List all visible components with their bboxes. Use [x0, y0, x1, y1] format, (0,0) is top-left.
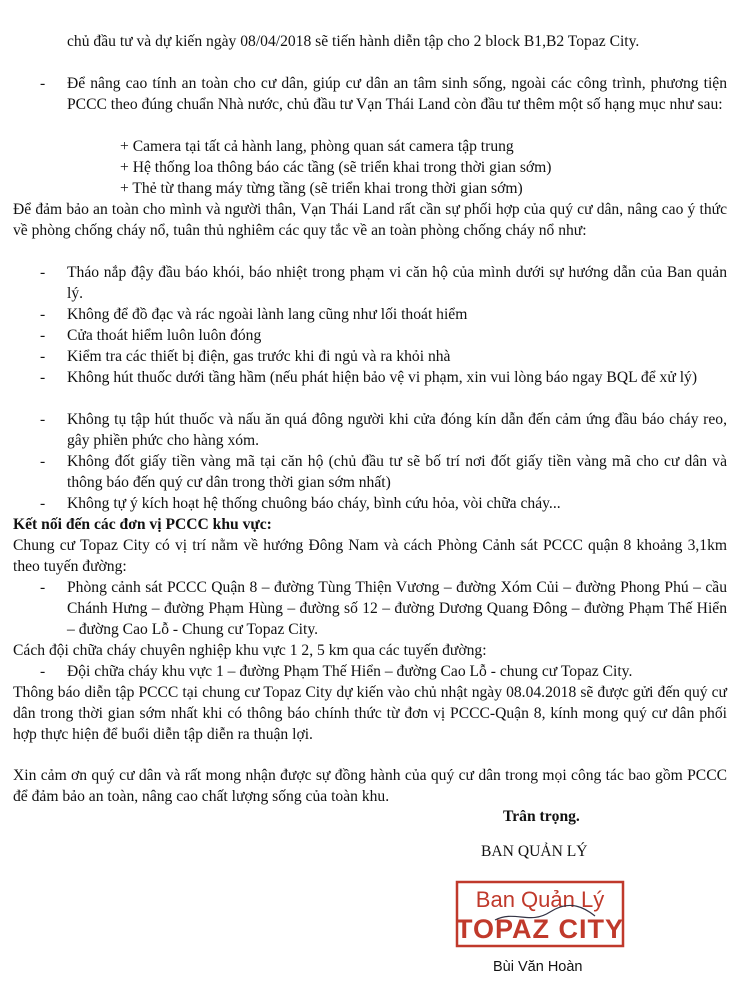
rule-item: Không đốt giấy tiền vàng mã tại căn hộ (chủ đầu tư sẽ bố trí nơi đốt giấy tiền vàng mã cho cư dân và thông báo đến quý cư dân trong thời gian sớm nhất): [67, 453, 727, 491]
dash-bullet: -: [40, 327, 46, 344]
investment-item-camera: + Camera tại tất cả hành lang, phòng quan sát camera tập trung: [120, 138, 514, 155]
regards-text: Trân trọng.: [503, 808, 580, 825]
dash-bullet: -: [40, 453, 46, 470]
rule-item: Tháo nắp đậy đầu báo khói, báo nhiệt trong phạm vi căn hộ của mình dưới sự hướng dẫn của Ban quản lý.: [67, 264, 727, 302]
drill-notice-paragraph: Thông báo diễn tập PCCC tại chung cư Topaz City dự kiến vào chủ nhật ngày 08.04.2018 sẽ được gửi đến quý cư dân trong thời gian sớm nhất khi có thông báo chính thức từ đơn vị PCCC-Quận 8, kính mong quý cư dân phối hợp thực hiện để buổi diễn tập diễn ra thuận lợi.: [13, 684, 727, 743]
rule-item: Không hút thuốc dưới tầng hầm (nếu phát hiện bảo vệ vi phạm, xin vui lòng báo ngay BQL để xử lý): [67, 369, 698, 386]
route-police-station: Phòng cảnh sát PCCC Quận 8 – đường Tùng Thiện Vương – đường Xóm Củi – đường Phong Phú – cầu Chánh Hưng – đường Phạm Hùng – đường số 12 – đường Dương Quang Đông – đường Phạm Thế Hiển – đường Cao Lỗ - Chung cư Topaz City.: [67, 579, 727, 638]
dash-bullet: -: [40, 579, 46, 596]
signer-name: Bùi Văn Hoàn: [493, 959, 583, 975]
cooperation-paragraph: Để đảm bảo an toàn cho mình và người thân, Vạn Thái Land rất cần sự phối hợp của quý cư dân, nâng cao ý thức về phòng chống cháy nổ, tuân thủ nghiêm các quy tắc về an toàn phòng chống cháy nổ như:: [13, 201, 727, 239]
route-fire-team: Đội chữa cháy khu vực 1 – đường Phạm Thế Hiển – đường Cao Lỗ - chung cư Topaz City.: [67, 663, 633, 680]
stamp-line-2: TOPAZ CITY: [455, 914, 625, 944]
management-board-stamp: [455, 880, 625, 948]
issuer-title: BAN QUẢN LÝ: [481, 843, 588, 860]
rule-item: Không tụ tập hút thuốc và nấu ăn quá đông người khi cửa đóng kín dẫn đến cảm ứng đầu báo cháy reo, gây phiền phức cho hàng xóm.: [67, 411, 727, 449]
dash-bullet: -: [40, 264, 46, 281]
intro-continuation: chủ đầu tư và dự kiến ngày 08/04/2018 sẽ tiến hành diễn tập cho 2 block B1,B2 Topaz City.: [67, 33, 640, 50]
section-heading: Kết nối đến các đơn vị PCCC khu vực:: [13, 516, 272, 533]
location-paragraph: Chung cư Topaz City có vị trí nằm về hướng Đông Nam và cách Phòng Cảnh sát PCCC quận 8 khoảng 3,1km theo tuyến đường:: [13, 537, 727, 575]
dash-bullet: -: [40, 348, 46, 365]
dash-bullet: -: [40, 75, 46, 92]
dash-bullet: -: [40, 411, 46, 428]
dash-bullet: -: [40, 306, 46, 323]
dash-bullet: -: [40, 369, 46, 386]
fire-team-distance: Cách đội chữa cháy chuyên nghiệp khu vực 1 2, 5 km qua các tuyến đường:: [13, 642, 487, 659]
investment-item-speakers: + Hệ thống loa thông báo các tầng (sẽ triển khai trong thời gian sớm): [120, 159, 552, 176]
rule-item: Không để đồ đạc và rác ngoài lành lang cũng như lối thoát hiểm: [67, 306, 468, 323]
rule-item: Cửa thoát hiểm luôn luôn đóng: [67, 327, 262, 344]
dash-bullet: -: [40, 663, 46, 680]
dash-bullet: -: [40, 495, 46, 512]
investment-item-elevator-card: + Thẻ từ thang máy từng tầng (sẽ triển khai trong thời gian sớm): [120, 180, 523, 197]
safety-investment-text: Để nâng cao tính an toàn cho cư dân, giúp cư dân an tâm sinh sống, ngoài các công trình, phương tiện PCCC theo đúng chuẩn Nhà nước, chủ đầu tư Vạn Thái Land còn đầu tư thêm một số hạng mục như sau:: [67, 75, 727, 113]
rule-item: Không tự ý kích hoạt hệ thống chuông báo cháy, bình cứu hỏa, vòi chữa cháy...: [67, 495, 561, 512]
closing-paragraph: Xin cảm ơn quý cư dân và rất mong nhận được sự đồng hành của quý cư dân trong mọi công tác bao gồm PCCC để đảm bảo an toàn, nâng cao chất lượng sống của toàn khu.: [13, 767, 727, 805]
rule-item: Kiểm tra các thiết bị điện, gas trước khi đi ngủ và ra khỏi nhà: [67, 348, 451, 365]
stamp-line-1: Ban Quản Lý: [475, 887, 605, 912]
